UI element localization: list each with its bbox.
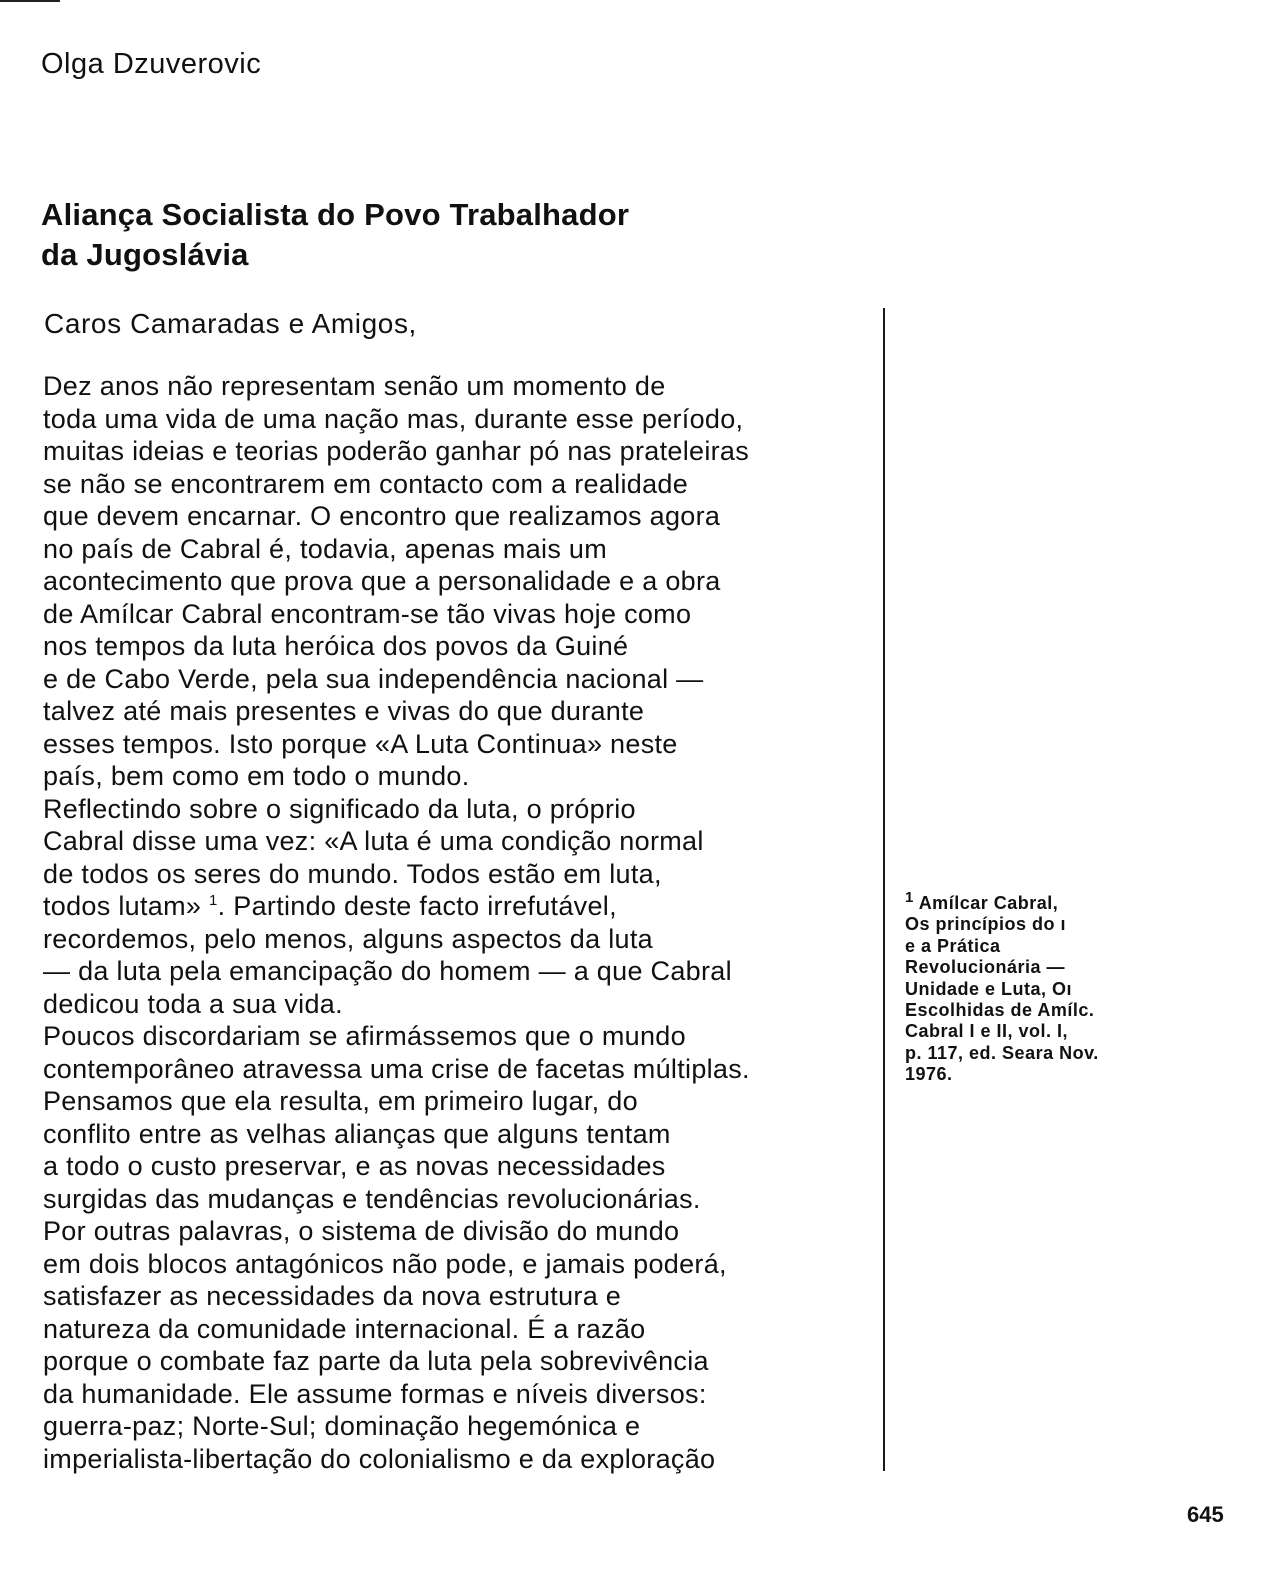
- footnote-line: p. 117, ed. Seara Nov.: [905, 1042, 1099, 1063]
- salutation: Caros Camaradas e Amigos,: [44, 308, 417, 339]
- body-line: da humanidade. Ele assume formas e níveis diversos:: [43, 1378, 707, 1409]
- body-line: de Amílcar Cabral encontram-se tão vivas hoje como: [43, 598, 692, 629]
- body-line-part: . Partindo deste facto irrefutável,: [217, 891, 617, 921]
- footnote: [905, 889, 1195, 1086]
- footnote-reference[interactable]: 1: [209, 892, 218, 909]
- body-line: imperialista-libertação do colonialismo e da exploração: [43, 1443, 716, 1474]
- column-divider: [883, 308, 885, 1471]
- footnote-line: Os princípios do ı: [905, 914, 1067, 935]
- body-line: contemporâneo atravessa uma crise de facetas múltiplas.: [43, 1053, 750, 1084]
- body-line: dedicou toda a sua vida.: [43, 988, 343, 1019]
- author-name: Olga Dzuverovic: [41, 48, 262, 80]
- body-line: — da luta pela emancipação do homem — a que Cabral: [43, 956, 732, 986]
- footnote-line: Escolhidas de Amílc.: [905, 1000, 1095, 1021]
- body-line: se não se encontrarem em contacto com a realidade: [43, 468, 689, 499]
- body-line-part: todos lutam»: [43, 891, 202, 921]
- article-title-line-1: Aliança Socialista do Povo Trabalhador: [41, 197, 630, 232]
- body-line: e de Cabo Verde, pela sua independência nacional —: [43, 663, 704, 694]
- body-line: esses tempos. Isto porque «A Luta Continua» neste: [43, 728, 678, 759]
- body-line: satisfazer as necessidades da nova estrutura e: [43, 1281, 622, 1311]
- body-line: nos tempos da luta heróica dos povos da Guiné: [43, 631, 629, 661]
- footnote-line-text: Amílcar Cabral,: [918, 893, 1059, 913]
- footnote-marker: 1: [905, 889, 914, 906]
- body-line: toda uma vida de uma nação mas, durante esse período,: [43, 403, 744, 434]
- page-number: 645: [1187, 1502, 1224, 1527]
- footnote-line: Unidade e Luta, Oı: [905, 978, 1073, 999]
- body-line: porque o combate faz parte da luta pela sobrevivência: [43, 1346, 709, 1376]
- body-line: no país de Cabral é, todavia, apenas mais um: [43, 533, 608, 564]
- footnote-line: 1976.: [905, 1064, 953, 1085]
- footnote-line: [905, 889, 1195, 914]
- body-line: guerra-paz; Norte-Sul; dominação hegemónica e: [43, 1411, 641, 1441]
- footnote-line: Cabral I e II, vol. I,: [905, 1021, 1069, 1042]
- scan-edge-mark: [0, 0, 60, 2]
- body-line: surgidas das mudanças e tendências revolucionárias.: [43, 1183, 701, 1214]
- body-line-with-footnote: [43, 890, 878, 923]
- article-title: [41, 195, 629, 275]
- body-line: Cabral disse uma vez: «A luta é uma condição normal: [43, 826, 704, 856]
- body-line: conflito entre as velhas alianças que alguns tentam: [43, 1118, 671, 1149]
- body-line: natureza da comunidade internacional. É a razão: [43, 1313, 646, 1344]
- body-line: Poucos discordariam se afirmássemos que o mundo: [43, 1021, 686, 1051]
- body-line: Dez anos não representam senão um momento de: [43, 371, 666, 401]
- body-text: [43, 370, 878, 1475]
- body-line: a todo o custo preservar, e as novas necessidades: [43, 1151, 666, 1181]
- body-line: país, bem como em todo o mundo.: [43, 761, 470, 791]
- body-line: talvez até mais presentes e vivas do que durante: [43, 696, 645, 726]
- body-line: que devem encarnar. O encontro que realizamos agora: [43, 501, 721, 531]
- body-line: Pensamos que ela resulta, em primeiro lugar, do: [43, 1086, 638, 1116]
- body-line: acontecimento que prova que a personalidade e a obra: [43, 566, 721, 596]
- body-line: em dois blocos antagónicos não pode, e jamais poderá,: [43, 1248, 727, 1279]
- body-line: Por outras palavras, o sistema de divisão do mundo: [43, 1216, 680, 1246]
- body-line: muitas ideias e teorias poderão ganhar pó nas prateleiras: [43, 436, 750, 466]
- body-line: de todos os seres do mundo. Todos estão em luta,: [43, 858, 662, 889]
- body-line: recordemos, pelo menos, alguns aspectos da luta: [43, 923, 653, 954]
- footnote-line: e a Prática: [905, 935, 1001, 956]
- body-line: Reflectindo sobre o significado da luta, o próprio: [43, 793, 636, 824]
- footnote-line: Revolucionária —: [905, 957, 1066, 978]
- article-title-line-2: da Jugoslávia: [41, 237, 249, 272]
